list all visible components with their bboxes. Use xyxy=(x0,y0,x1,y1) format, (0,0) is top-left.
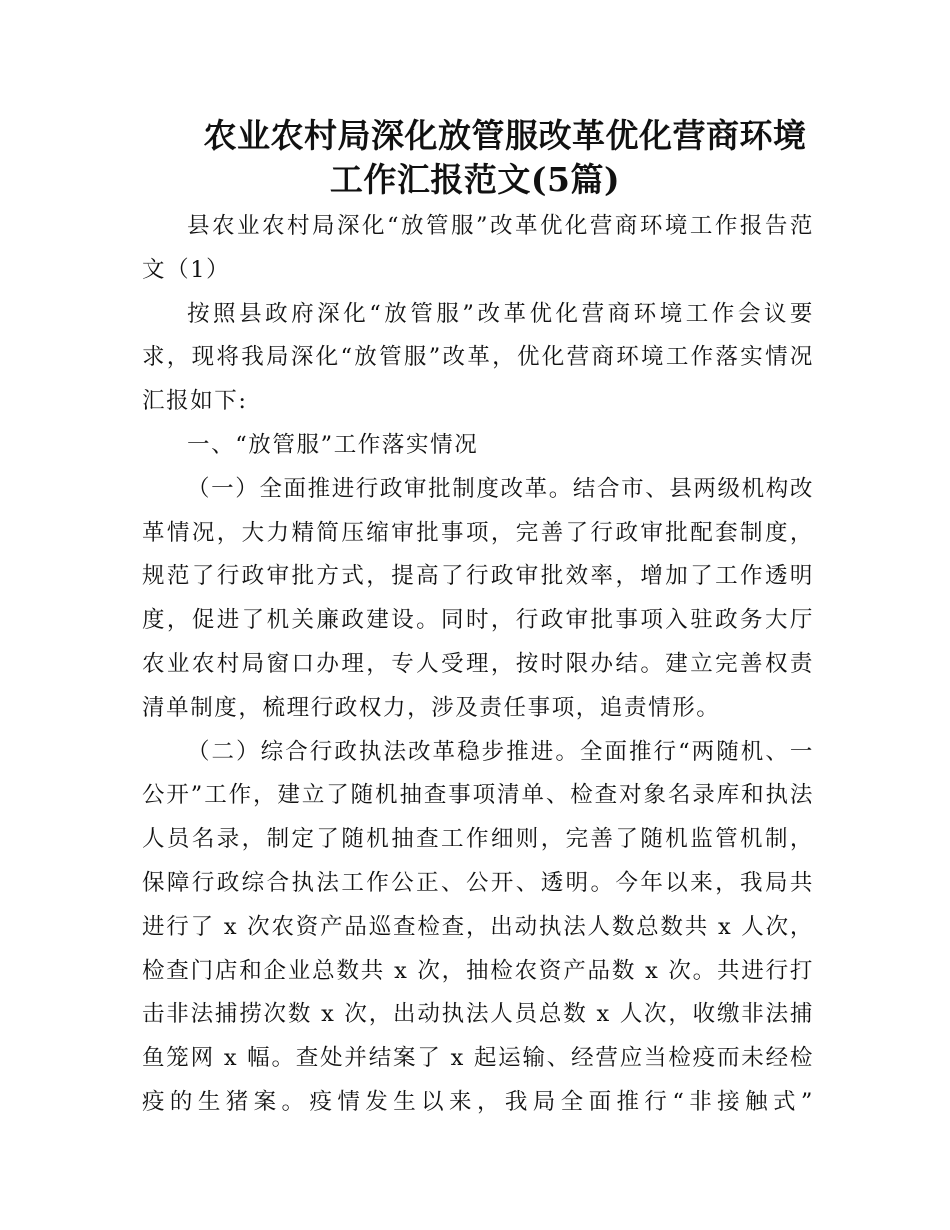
document-title-line-1: 农业农村局深化放管服改革优化营商环境 xyxy=(203,116,807,155)
document-title-line-2: 工作汇报范文(5篇) xyxy=(329,160,621,199)
document-body xyxy=(142,205,814,1125)
paragraph-intro: 按照县政府深化“放管服”改革优化营商环境工作会议要求，现将我局深化“放管服”改革，优化营商环境工作落实情况汇报如下: xyxy=(142,300,814,415)
paragraph-enforcement-reform: （二）综合行政执法改革稳步推进。全面推行“两随机、一公开”工作，建立了随机抽查事项清单、检查对象名录库和执法人员名录，制定了随机抽查工作细则，完善了随机监管机制，保障行政综合执法工作公正、公开、透明。今年以来，我局共进行了 x 次农资产品巡查检查，出动执法人数总数共 x 人次，检查门店和企业总数共 x 次，抽检农资产品数 x 次。共进行打击非法捕捞次数 x 次，出动执法人员总数 x 人次，收缴非法捕鱼笼网 x 幅。查处并结案了 x 起运输、经营应当检疫而未经检疫的生猪案。疫情发生以来，我局全面推行“非接触式” xyxy=(142,738,814,1115)
paragraph-section-heading: 一、“放管服”工作落实情况 xyxy=(187,431,479,458)
paragraph-report-heading: 县农业农村局深化“放管服”改革优化营商环境工作报告范文（1） xyxy=(142,213,814,283)
paragraph-approval-reform: （一）全面推进行政审批制度改革。结合市、县两级机构改革情况，大力精简压缩审批事项，完善了行政审批配套制度，规范了行政审批方式，提高了行政审批效率，增加了工作透明度，促进了机关廉政建设。同时，行政审批事项入驻政务大厅农业农村局窗口办理，专人受理，按时限办结。建立完善权责清单制度，梳理行政权力，涉及责任事项，追责情形。 xyxy=(142,475,814,721)
